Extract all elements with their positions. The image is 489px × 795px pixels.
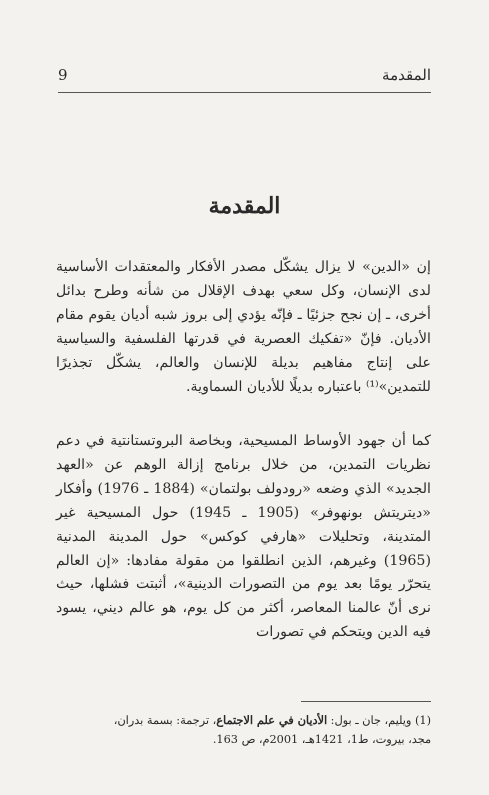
footnotes	[56, 711, 431, 749]
running-head	[58, 66, 431, 88]
footnote-1-author: (1) ويليم، جان ـ بول:	[327, 714, 431, 727]
footnote-divider	[301, 701, 431, 702]
running-head-title: المقدمة	[382, 66, 431, 84]
footnote-1-translator: ، ترجمة: بسمة بدران،	[113, 714, 217, 727]
footnote-1-line-2: مجد، بيروت، ط1، 1421هـ، 2001م، ص 163.	[212, 733, 431, 746]
body-paragraph-1: إن «الدين» لا يزال يشكّل مصدر الأفكار والمعتقدات الأساسية لدى الإنسان، وكل سعي بهدف الإقلال من شأنه وطرح بدائل أخرى، ـ إن نجح جزئيًا ـ فإنّه يؤدي إلى بروز شبه أديان يقوم مقام الأديان. فإنّ «تفكيك العصرية في قدرتها الفلسفية والسياسية على إنتاج مفاهيم بديلة للإنسان والعالم، يشكّل تجذيرًا للتمدين»⁽¹⁾ باعتباره بديلًا للأديان السماوية.	[56, 259, 431, 395]
header-divider	[58, 92, 431, 93]
body-paragraph-2: كما أن جهود الأوساط المسيحية، وبخاصة البروتستانتية في دعم نظريات التمدين، من خلال برنامج إزالة الوهم عن «العهد الجديد» الذي وضعه «رودولف بولتمان» (1884 ـ 1976) وأفكار «ديتريتش بونهوفر» (1905 ـ 1945) حول المسيحية غير المتدينة، وتحليلات «هارفي كوكس» حول المدينة المدنية (1965) وغيرهم، الذين انطلقوا من مقولة مفادها: «إن العالم يتحرّر يومًا بعد يوم من التصورات الدينية»، أثبتت فشلها، حيث نرى أنّ عالمنا المعاصر، أكثر من كل يوم، هو عالم ديني، يسود فيه الدين ويتحكم في تصورات	[56, 433, 431, 641]
footnote-1-line-1	[56, 711, 431, 730]
footnote-1-book-title: الأديان في علم الاجتماع	[216, 713, 328, 727]
page-number: 9	[58, 66, 68, 84]
chapter-title: المقدمة	[208, 193, 281, 219]
